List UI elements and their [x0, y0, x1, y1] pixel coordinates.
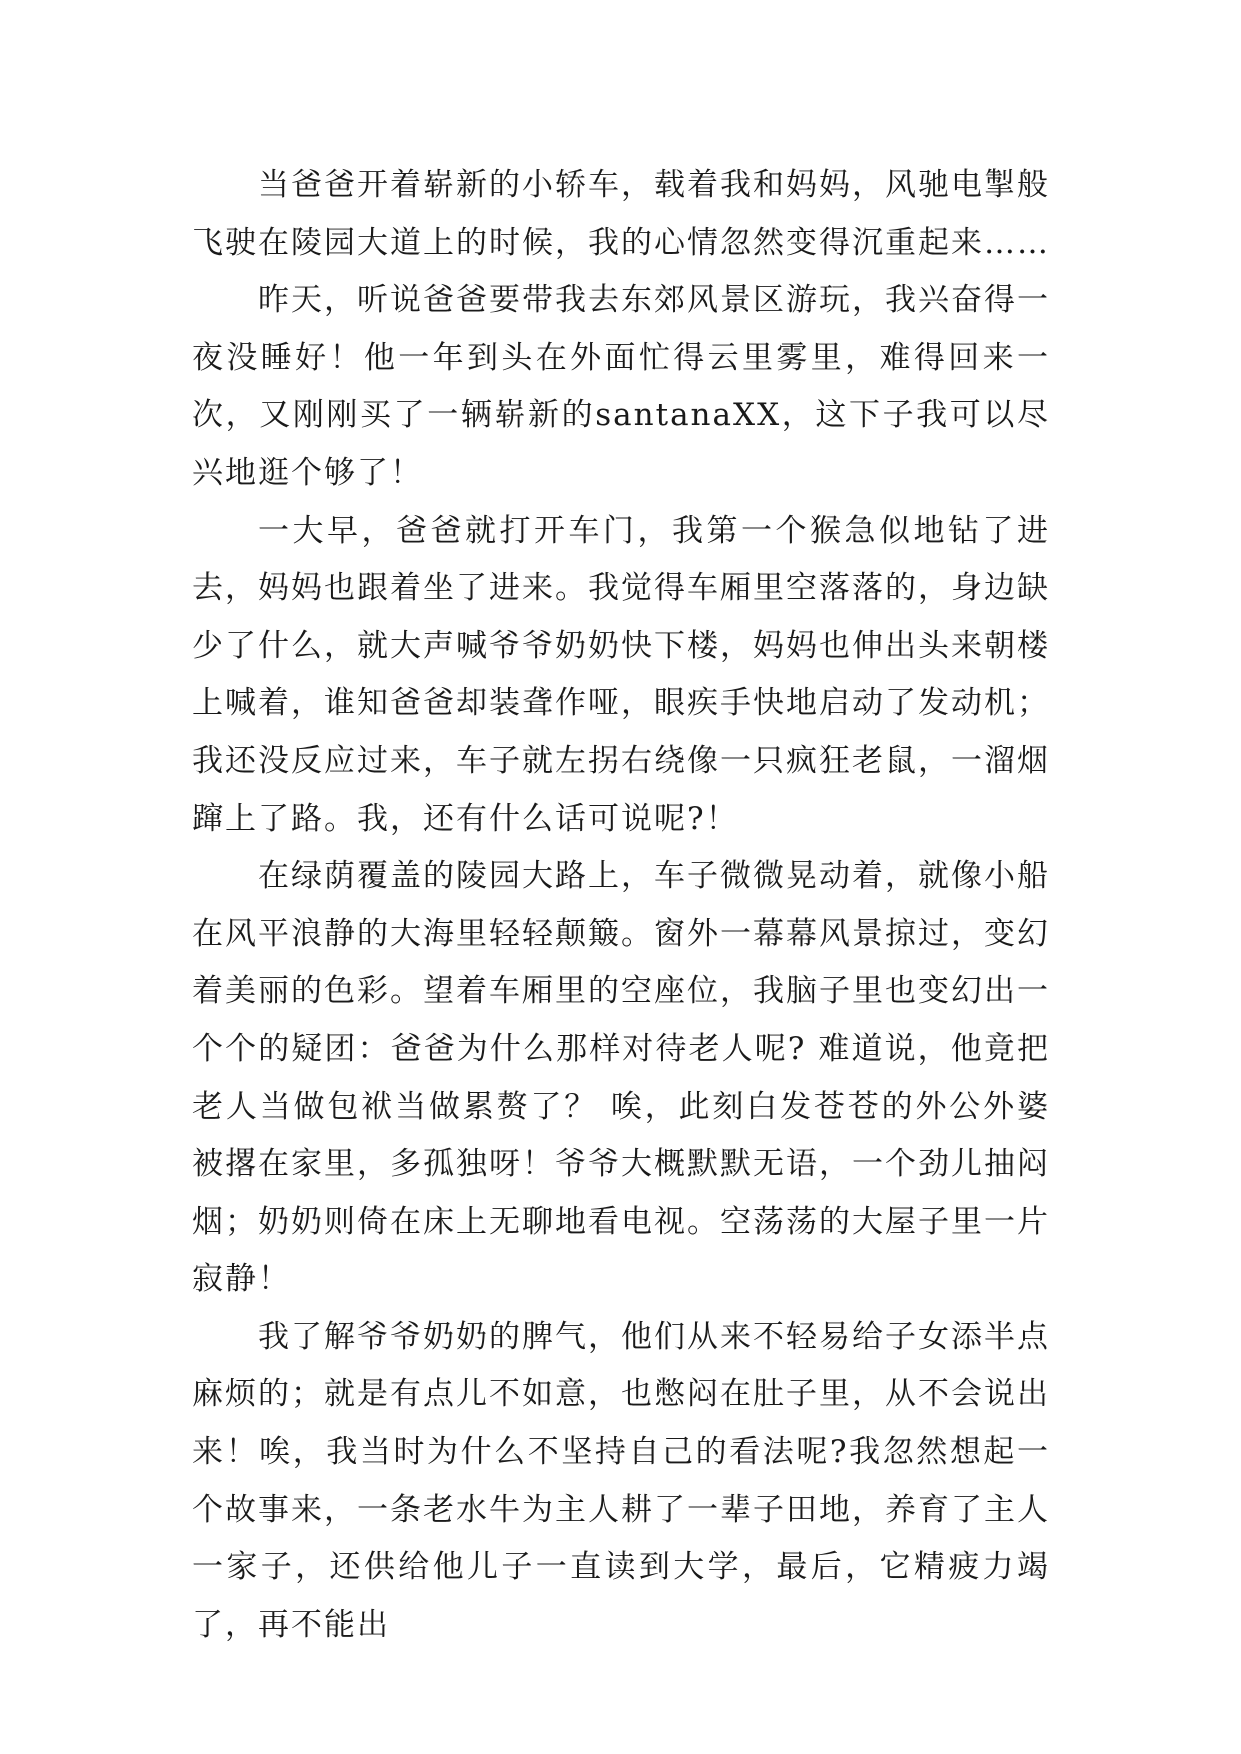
paragraph: 我了解爷爷奶奶的脾气，他们从来不轻易给子女添半点麻烦的；就是有点儿不如意，也憋闷在肚子里，从不会说出来！唉，我当时为什么不坚持自己的看法呢?我忽然想起一个故事来，一条老水牛为主人耕了一辈子田地，养育了主人一家子，还供给他儿子一直读到大学，最后，它精疲力竭了，再不能出: [192, 1318, 1050, 1643]
paragraph: 一大早，爸爸就打开车门，我第一个猴急似地钻了进去，妈妈也跟着坐了进来。我觉得车厢里空落落的，身边缺少了什么，就大声喊爷爷奶奶快下楼，妈妈也伸出头来朝楼上喊着，谁知爸爸却装聋作哑，眼疾手快地启动了发动机；我还没反应过来，车子就左拐右绕像一只疯狂老鼠，一溜烟蹿上了路。我，还有什么话可说呢?！: [192, 512, 1050, 837]
document-body: [192, 157, 1050, 1654]
paragraph: 在绿荫覆盖的陵园大路上，车子微微晃动着，就像小船在风平浪静的大海里轻轻颠簸。窗外一幕幕风景掠过，变幻着美丽的色彩。望着车厢里的空座位，我脑子里也变幻出一个个的疑团：爸爸为什么那样对待老人呢? 难道说，他竟把老人当做包袱当做累赘了？ 唉，此刻白发苍苍的外公外婆被撂在家里，多孤独呀！爷爷大概默默无语，一个劲儿抽闷烟；奶奶则倚在床上无聊地看电视。空荡荡的大屋子里一片寂静！: [192, 858, 1050, 1298]
paragraph: 当爸爸开着崭新的小轿车，载着我和妈妈，风驰电掣般飞驶在陵园大道上的时候，我的心情忽然变得沉重起来……: [192, 167, 1050, 261]
paragraph: 昨天，听说爸爸要带我去东郊风景区游玩，我兴奋得一夜没睡好！他一年到头在外面忙得云里雾里，难得回来一次，又刚刚买了一辆崭新的santanaXX，这下子我可以尽兴地逛个够了！: [192, 282, 1050, 491]
